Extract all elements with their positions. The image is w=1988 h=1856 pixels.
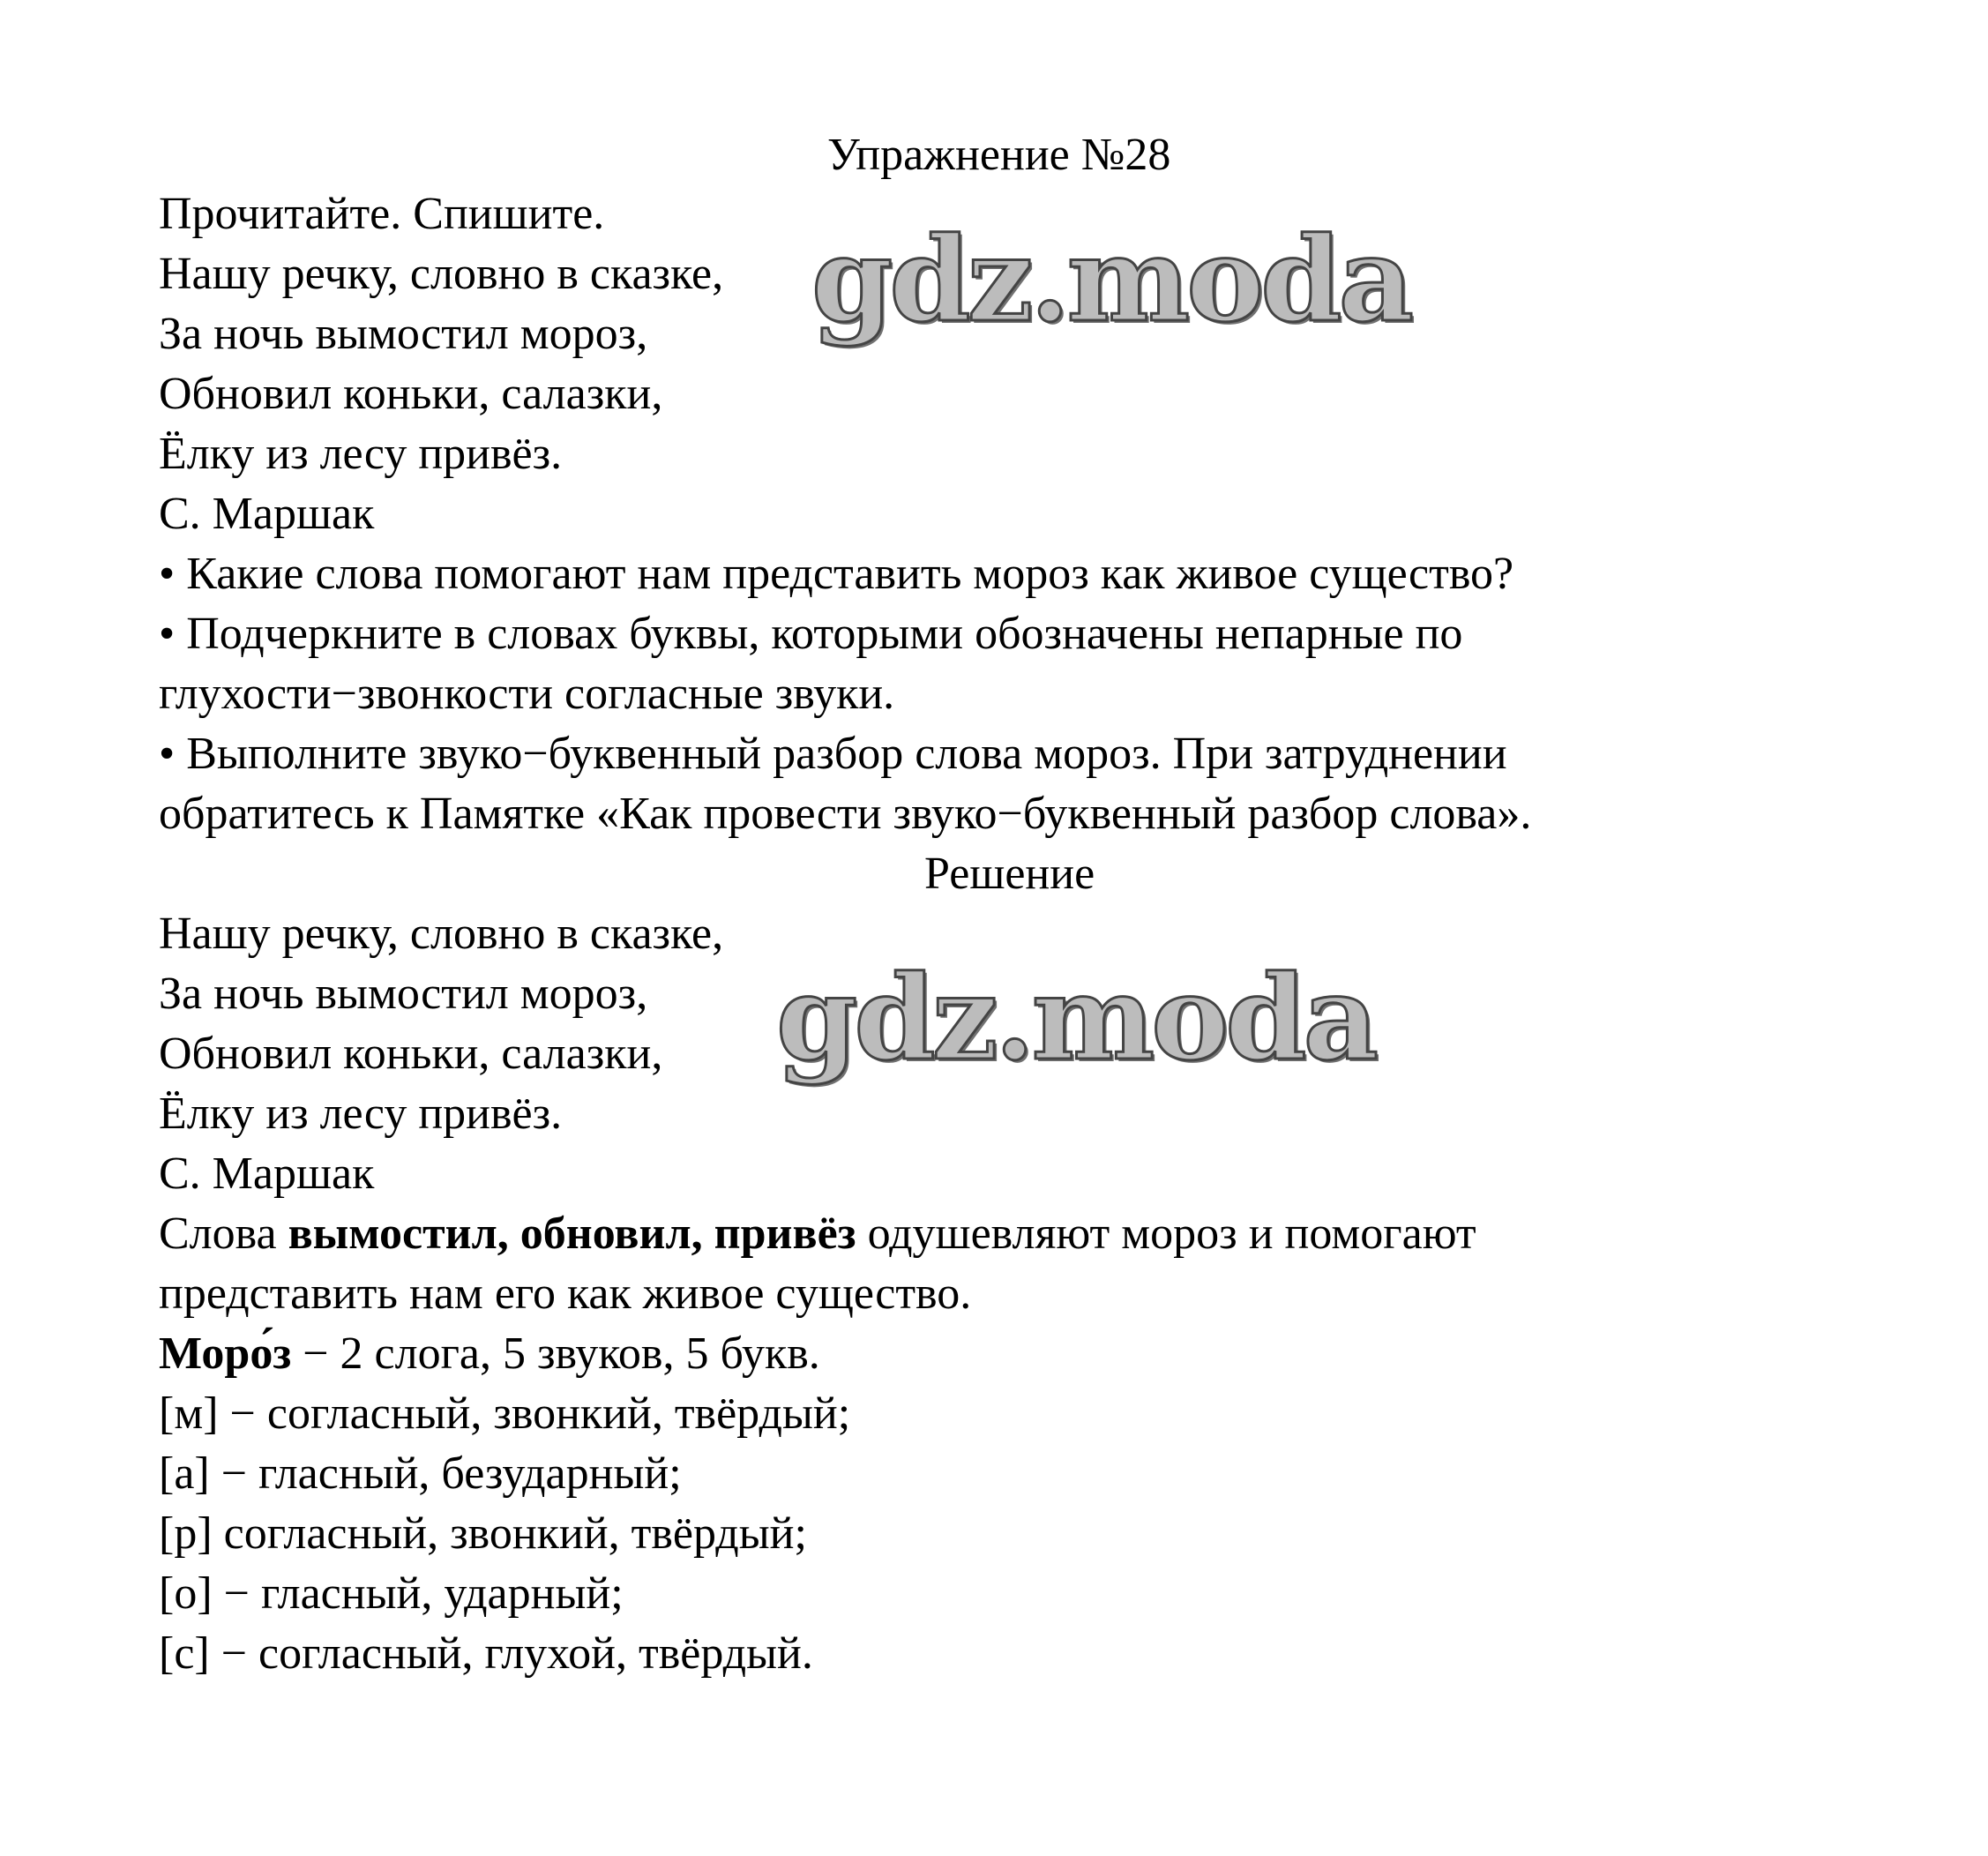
sound-a: [а] − гласный, безударный; xyxy=(159,1448,682,1499)
task-poem-line-4: Ёлку из лесу привёз. xyxy=(159,429,563,479)
answer-bold-words: вымостил, обновил, привёз xyxy=(288,1209,856,1259)
analysis-word: Моро́з xyxy=(159,1328,292,1379)
task-question-1: • Какие слова помогают нам представить мороз как живое существо? xyxy=(159,549,1514,599)
solution-author: С. Маршак xyxy=(159,1149,375,1199)
solution-heading: Решение xyxy=(924,849,1095,899)
watermark-top: gdz.moda xyxy=(811,212,1411,348)
task-question-3-line-2: обратитесь к Памятке «Как провести звуко−буквенный разбор слова». xyxy=(159,789,1532,839)
answer-suffix: одушевляют мороз и помогают xyxy=(856,1209,1476,1259)
solution-poem-line-2: За ночь вымостил мороз, xyxy=(159,969,648,1019)
answer-line-2: представить нам его как живое существо. xyxy=(159,1269,972,1319)
sound-o: [о] − гласный, ударный; xyxy=(159,1568,624,1619)
task-author: С. Маршак xyxy=(159,489,375,539)
answer-prefix: Слова xyxy=(159,1209,288,1259)
answer-line-1 xyxy=(159,1205,1476,1263)
task-question-3-line-1: • Выполните звуко−буквенный разбор слова мороз. При затруднении xyxy=(159,729,1507,779)
exercise-title: Упражнение №28 xyxy=(827,130,1171,180)
solution-poem-line-4: Ёлку из лесу привёз. xyxy=(159,1089,563,1139)
watermark-bottom: gdz.moda xyxy=(776,950,1376,1087)
task-question-2-line-1: • Подчеркните в словах буквы, которыми обозначены непарные по xyxy=(159,609,1463,659)
solution-poem-line-1: Нашу речку, словно в сказке, xyxy=(159,909,724,959)
analysis-summary: − 2 слога, 5 звуков, 5 букв. xyxy=(291,1328,820,1379)
solution-poem-line-3: Обновил коньки, салазки, xyxy=(159,1029,663,1079)
sound-s: [с] − согласный, глухой, твёрдый. xyxy=(159,1628,813,1679)
sound-m: [м] − согласный, звонкий, твёрдый; xyxy=(159,1388,851,1439)
sound-r: [р] согласный, звонкий, твёрдый; xyxy=(159,1508,807,1559)
analysis-summary-line xyxy=(159,1325,820,1383)
task-poem-line-2: За ночь вымостил мороз, xyxy=(159,309,648,359)
task-question-2-line-2: глухости−звонкости согласные звуки. xyxy=(159,669,895,719)
task-instruction: Прочитайте. Спишите. xyxy=(159,189,605,239)
task-poem-line-3: Обновил коньки, салазки, xyxy=(159,369,663,419)
task-poem-line-1: Нашу речку, словно в сказке, xyxy=(159,249,724,299)
